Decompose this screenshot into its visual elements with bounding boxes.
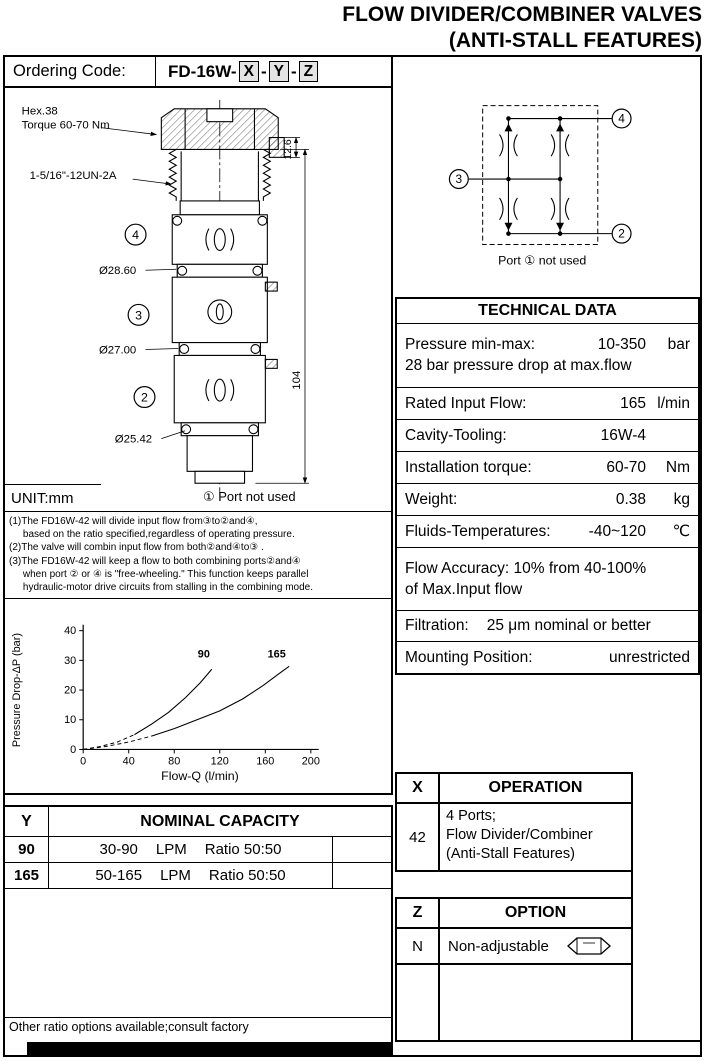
technical-data-title: TECHNICAL DATA <box>397 299 698 324</box>
tech-label: Fluids-Temperatures: <box>405 522 551 540</box>
body-section-port4 <box>172 215 267 265</box>
chart-plot-area <box>64 625 320 768</box>
tech-row-accuracy <box>397 548 698 611</box>
thread-label: 1-5/16"-12UN-2A <box>29 170 117 183</box>
y-code: 165 <box>5 863 49 888</box>
x-column-header: X <box>397 774 440 802</box>
groove-2 <box>179 343 260 356</box>
tech-label: Pressure min-max: <box>405 336 536 353</box>
chart-ylabel: Pressure Drop-ΔP (bar) <box>10 633 23 748</box>
z-table-header <box>397 899 631 929</box>
z-description <box>440 929 631 963</box>
operation-header: OPERATION <box>488 779 583 796</box>
footer-black-bar <box>27 1042 391 1055</box>
valve-cross-section-drawing <box>5 88 391 508</box>
hex-label: Hex.38 <box>21 105 58 118</box>
y-range: 30-90 <box>99 841 138 858</box>
svg-text:80: 80 <box>168 755 181 768</box>
note-line: hydraulic-motor drive circuits from stalling in the combining mode. <box>9 581 314 593</box>
svg-text:0: 0 <box>70 743 77 756</box>
backup-seal <box>269 138 284 158</box>
tech-row-rated-flow <box>397 388 698 420</box>
svg-text:30: 30 <box>64 654 77 667</box>
y-range: 50-165 <box>95 867 143 884</box>
table-grid-line <box>631 772 633 1042</box>
valve-body <box>161 109 284 483</box>
y-unit: LPM <box>160 867 191 884</box>
x-code: 42 <box>397 804 440 870</box>
ordering-code-value <box>156 61 318 82</box>
tech-value: 0.38 <box>615 490 646 508</box>
schematic-caption: Port ① not used <box>498 253 587 268</box>
z-column-header: Z <box>397 899 440 927</box>
z-empty-code-cell <box>397 965 440 1040</box>
x-table-row <box>397 804 631 870</box>
groove-3 <box>181 423 258 436</box>
svg-text:90: 90 <box>197 648 210 661</box>
code-separator: - <box>290 61 297 81</box>
x-desc-line: (Anti-Stall Features) <box>446 845 575 862</box>
y-row-detail <box>49 837 332 862</box>
y-table-row <box>5 837 391 863</box>
title-line-2: (ANTI-STALL FEATURES) <box>448 28 702 52</box>
schematic-lines <box>469 119 612 234</box>
y-empty-cell <box>332 837 391 862</box>
tech-value: 165 <box>620 394 646 412</box>
note-line: (1)The FD16W-42 will divide input flow from③to②and④, <box>9 516 258 527</box>
port-3-label: 3 <box>135 308 143 323</box>
diameter-top-label: Ø28.60 <box>98 265 137 278</box>
tech-label: Rated Input Flow: <box>405 394 527 412</box>
y-empty-cell <box>332 863 391 888</box>
tech-unit: l/min <box>657 394 690 412</box>
y-table-header <box>5 807 391 837</box>
y-nominal-capacity-table <box>5 805 393 1055</box>
dim-104-label: 104 <box>291 370 304 390</box>
svg-text:20: 20 <box>64 684 77 697</box>
nominal-capacity-header: NOMINAL CAPACITY <box>140 812 300 830</box>
tech-row-temperature <box>397 516 698 548</box>
y-table-empty-area <box>5 889 391 1017</box>
note-line: when port ② or ④ is "free-wheeling." This function keeps parallel <box>9 568 309 580</box>
unit-label: UNIT:mm <box>11 490 74 507</box>
note-line: based on the ratio specified,regardless of operating pressure. <box>9 529 295 541</box>
schem-port-2-label: 2 <box>618 226 625 241</box>
thread-profile-left <box>169 149 176 201</box>
ordering-code-label: Ordering Code: <box>13 62 126 80</box>
valve-drawing-panel <box>5 88 393 512</box>
port-2-label: 2 <box>141 390 148 405</box>
y-row-detail <box>49 863 332 888</box>
tech-label: Cavity-Tooling: <box>405 426 507 444</box>
chart-xlabel: Flow-Q (l/min) <box>161 769 239 784</box>
schematic-panel <box>439 97 699 277</box>
schem-port-3-label: 3 <box>455 172 463 187</box>
y-column-header: Y <box>5 807 49 836</box>
tech-value: 16W-4 <box>600 426 646 444</box>
diameter-bottom-label: Ø25.42 <box>114 433 153 446</box>
code-separator: - <box>260 61 267 81</box>
z-table-empty-cells <box>397 965 631 1040</box>
main-border <box>3 55 702 1057</box>
svg-text:165: 165 <box>267 648 286 661</box>
port-not-used-note: ① Port not used <box>203 489 296 504</box>
tech-extra: 28 bar pressure drop at max.flow <box>405 357 632 374</box>
tech-value: -40~120 <box>588 522 646 540</box>
diameter-mid-label: Ø27.00 <box>98 344 137 357</box>
note-line: (3)The FD16W-42 will keep a flow to both combining ports②and④ <box>9 555 301 567</box>
code-x-box: X <box>239 61 259 82</box>
x-desc-line: Flow Divider/Combiner <box>446 826 593 843</box>
body-section-port2 <box>174 355 265 422</box>
dim-12-6-label: 12.6 <box>283 139 295 160</box>
code-prefix: FD-16W- <box>168 61 237 81</box>
tech-row-mounting <box>397 642 698 673</box>
schem-port-4-label: 4 <box>618 111 625 126</box>
svg-text:10: 10 <box>64 714 77 727</box>
hex-plug-icon <box>563 935 615 957</box>
table-grid-line <box>395 1040 700 1042</box>
valve-nose <box>187 436 252 472</box>
title-line-1: FLOW DIVIDER/COMBINER VALVES <box>342 3 702 26</box>
x-table-header <box>397 774 631 804</box>
z-desc-text: Non-adjustable <box>448 937 549 955</box>
svg-text:40: 40 <box>122 755 135 768</box>
x-desc-line: 4 Ports; <box>446 808 496 824</box>
tech-value: 25 μm nominal or better <box>486 617 651 634</box>
code-z-box: Z <box>299 61 318 82</box>
groove-1 <box>177 264 262 277</box>
tech-label: Flow Accuracy: 10% from 40-100% <box>405 559 647 577</box>
tech-row-filtration <box>397 611 698 642</box>
function-notes <box>5 512 393 599</box>
tech-row-weight <box>397 484 698 516</box>
y-ratio: Ratio 50:50 <box>204 841 282 858</box>
hydraulic-schematic <box>439 97 699 277</box>
tech-unit: bar <box>667 336 690 353</box>
y-code: 90 <box>5 837 49 862</box>
tech-row-cavity <box>397 420 698 452</box>
pressure-drop-chart <box>5 599 391 793</box>
svg-text:200: 200 <box>301 755 320 768</box>
tech-row-torque <box>397 452 698 484</box>
tech-row-pressure <box>397 324 698 388</box>
z-option-table <box>395 897 633 1042</box>
tech-value: 10-350 <box>597 336 646 353</box>
svg-text:0: 0 <box>80 755 87 768</box>
tech-value: unrestricted <box>609 648 690 666</box>
code-y-box: Y <box>269 61 289 82</box>
svg-text:160: 160 <box>256 755 275 768</box>
ordering-code-bar <box>5 57 393 88</box>
tech-value: 60-70 <box>606 458 646 476</box>
technical-data-table <box>395 297 700 675</box>
x-description <box>440 804 631 870</box>
svg-text:40: 40 <box>64 625 77 638</box>
svg-text:120: 120 <box>210 755 229 768</box>
z-table-row <box>397 929 631 965</box>
y-table-footer <box>5 1017 391 1055</box>
tech-label: Weight: <box>405 490 458 508</box>
y-unit: LPM <box>155 841 187 858</box>
port-balloons <box>125 224 155 407</box>
y-ratio: Ratio 50:50 <box>208 867 286 884</box>
tech-unit: kg <box>673 490 690 508</box>
tech-label: Filtration: <box>405 617 469 634</box>
port-4-label: 4 <box>132 228 140 243</box>
option-header: OPTION <box>504 904 567 921</box>
page-title <box>342 2 702 53</box>
schematic-boundary <box>483 106 598 245</box>
z-code: N <box>397 929 440 963</box>
divider <box>5 484 101 485</box>
footer-note: Other ratio options available;consult factory <box>9 1020 249 1034</box>
tech-unit: Nm <box>665 458 690 476</box>
body-section-port3 <box>172 277 267 342</box>
schematic-ports <box>449 109 631 243</box>
tech-label: Mounting Position: <box>405 648 533 666</box>
tech-label: Installation torque: <box>405 458 532 476</box>
tech-unit: ℃ <box>672 523 690 540</box>
torque-label: Torque 60-70 Nm <box>21 119 110 132</box>
y-table-row <box>5 863 391 889</box>
note-line: (2)The valve will combin input flow from both②and④to③ . <box>9 542 264 554</box>
flow-arrows <box>504 116 564 236</box>
tech-extra: of Max.Input flow <box>405 580 523 598</box>
pressure-drop-chart-panel <box>5 599 393 795</box>
x-operation-table <box>395 772 633 872</box>
